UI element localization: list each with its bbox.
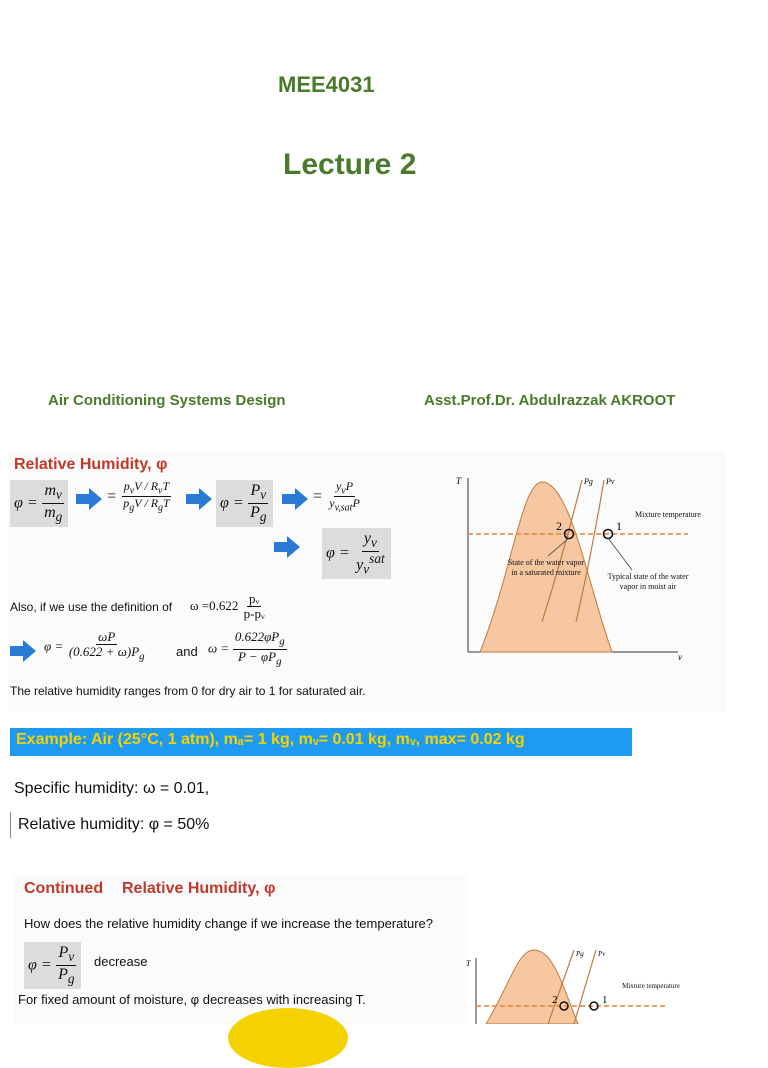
specific-humidity-text: Specific humidity: ω = 0.01, bbox=[14, 780, 210, 797]
arrow-icon bbox=[76, 488, 102, 510]
slide2-title bbox=[24, 880, 275, 898]
point-1-label: 1 bbox=[616, 519, 622, 533]
phi-pressure-volume-ratio: = $\frac{p_vV / R_vT}{p_gV / R_gT}$ bbox=[106, 479, 170, 514]
point-2-label: 2 bbox=[556, 519, 562, 533]
omega-num: pᵥ bbox=[249, 591, 260, 606]
omega-phi-formula: ω = $\frac{0.622\varphi P_g}{P - \varphi P_g}$ bbox=[208, 629, 285, 668]
omega-definition bbox=[190, 592, 267, 622]
axis-t-label: T bbox=[456, 476, 462, 486]
continued-label: Continued bbox=[24, 880, 104, 897]
example-text: Example: Air (25°C, 1 atm), mₐ= 1 kg, mᵥ= 0.01 kg, mᵥ, max= 0.02 kg bbox=[16, 731, 525, 748]
phi-pressure-ratio: φ = $\frac{P_v}{P_g}$ bbox=[216, 480, 273, 527]
mixture-temp-label-2: Mixture temperature bbox=[622, 982, 680, 990]
typical-label: Typical state of the water vapor in moist air bbox=[607, 572, 689, 591]
highlight-shape bbox=[228, 1008, 348, 1068]
pg-label: Pg bbox=[584, 477, 593, 486]
pg-label-2: Pg bbox=[576, 950, 584, 958]
course-title: Air Conditioning Systems Design bbox=[48, 392, 286, 409]
question-text: How does the relative humidity change if we increase the temperature? bbox=[24, 916, 433, 931]
instructor-name: Asst.Prof.Dr. Abdulrazzak AKROOT bbox=[424, 392, 676, 409]
phi-mass-ratio: φ = $\frac{m_v}{m_g}$ bbox=[10, 480, 68, 527]
arrow-icon bbox=[186, 488, 212, 510]
slide-continued bbox=[14, 874, 468, 1024]
arrow-icon bbox=[274, 536, 300, 558]
phi-pressure-ratio-2: φ = $\frac{P_v}{P_g}$ bbox=[24, 942, 81, 989]
example-banner bbox=[10, 728, 632, 756]
ts-diagram-2 bbox=[466, 944, 686, 1024]
relative-humidity-text: Relative humidity: φ = 50% bbox=[18, 816, 210, 833]
omega-def-lhs: ω =0.622 bbox=[190, 597, 239, 613]
mixture-temp-label: Mixture temperature bbox=[635, 510, 701, 519]
divider bbox=[10, 812, 11, 838]
phi-mole-ratio: φ = $\frac{y_v}{y_v^{sat}}$ bbox=[322, 528, 391, 579]
arrow-icon bbox=[10, 640, 36, 662]
course-code: MEE4031 bbox=[278, 72, 375, 97]
slide-relative-humidity bbox=[8, 450, 726, 712]
decrease-text: decrease bbox=[94, 954, 148, 969]
fixed-moisture-text: For fixed amount of moisture, φ decreases with increasing T. bbox=[18, 992, 366, 1007]
slide-title: Relative Humidity, φ bbox=[14, 456, 168, 473]
point-1-label-2: 1 bbox=[602, 994, 608, 1006]
axis-t-label-2: T bbox=[466, 959, 471, 968]
pv-label-2: Pv bbox=[598, 950, 606, 958]
slide2-title-text: Relative Humidity, φ bbox=[122, 880, 276, 897]
lecture-title: Lecture 2 bbox=[283, 148, 417, 181]
phi-omega-formula: φ = $\frac{\omega P}{(0.622 + \omega)P_g}$ bbox=[44, 629, 145, 663]
omega-den: p-pᵥ bbox=[243, 606, 265, 622]
point-2-label-2: 2 bbox=[552, 994, 558, 1006]
phi-mole-fraction: = $\frac{y_vP}{y_{v,sat}P}$ bbox=[312, 479, 360, 514]
state-label: State of the water vapor in a saturated mixture bbox=[507, 558, 585, 577]
range-text: The relative humidity ranges from 0 for dry air to 1 for saturated air. bbox=[10, 684, 366, 698]
and-text: and bbox=[176, 644, 198, 659]
pv-label: Pv bbox=[606, 477, 615, 486]
also-text: Also, if we use the definition of bbox=[10, 600, 173, 614]
arrow-icon bbox=[282, 488, 308, 510]
ts-diagram bbox=[452, 472, 726, 672]
axis-v-label: v bbox=[678, 652, 682, 662]
